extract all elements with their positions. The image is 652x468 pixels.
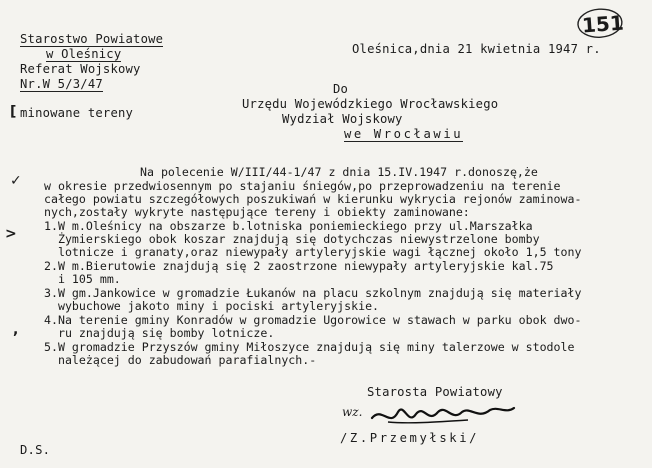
recipient-office: Urzędu Wojewódzkiego Wrocławskiego <box>242 97 499 111</box>
page-number-stamp <box>581 11 624 38</box>
signature-title: Starosta Powiatowy <box>367 385 503 399</box>
margin-tick-mark: , <box>13 322 19 338</box>
signatory-name: /Z.Przemyłski/ <box>340 431 480 445</box>
body-line: nych,zostały wykryte następujące tereny i obiekty zaminowane: <box>44 205 470 219</box>
sender-city: w Oleśnicy <box>46 47 122 61</box>
place-date: Oleśnica,dnia 21 kwietnia 1947 r. <box>352 42 601 56</box>
recipient-city: we Wrocławiu <box>344 127 464 141</box>
list-item: 1.W m.Oleśnicy na obszarze b.lotniska poniemieckiego przy ul.Marszałka <box>44 219 533 233</box>
body-line: w okresie przedwiosennym po stajaniu śniegów,po przeprowadzeniu na terenie <box>44 179 561 193</box>
body-line: Na polecenie W/III/44-1/47 z dnia 15.IV.1947 r.donoszę,że <box>140 165 538 179</box>
signature-prefix: wz. <box>342 405 363 419</box>
list-item-continued: Żymierskiego obok koszar znajdują się dotychczas niewystrzelone bomby <box>44 232 540 246</box>
sender-department: Referat Wojskowy <box>20 62 141 76</box>
recipient-department: Wydział Wojskowy <box>282 112 403 126</box>
footer-initials: D.S. <box>20 443 51 457</box>
list-item: 3.W gm.Jankowice w gromadzie Łukanów na placu szkolnym znajdują się materiały <box>44 286 582 300</box>
list-item: 2.W m.Bierutowie znajdują się 2 zaostrzone niewypały artyleryjskie kal.75 <box>44 259 554 273</box>
list-item-continued: i 105 mm. <box>44 272 121 286</box>
page-number: 151 <box>581 10 625 38</box>
body-line: całego powiatu szczegółowych poszukiwań w kierunku wykrycia rejonów zaminowa- <box>44 192 582 206</box>
list-item-continued: wybuchowe jakoto miny i pociski artyleryjskie. <box>44 299 380 313</box>
handwritten-signature <box>368 398 518 432</box>
list-item: 4.Na terenie gminy Konradów w gromadzie Ugorowice w stawach w parku obok dwo- <box>44 313 582 327</box>
sender-reference: Nr.W 5/3/47 <box>20 77 103 91</box>
list-item-continued: należącej do zabudowań parafialnych.- <box>44 353 317 367</box>
margin-check-mark: ✓ <box>10 173 22 189</box>
sender-office: Starostwo Powiatowe <box>20 32 164 46</box>
list-item-continued: ru znajdują się bomby lotnicze. <box>44 326 275 340</box>
margin-arrow-mark: > <box>5 226 17 242</box>
margin-bracket-mark: [ <box>10 104 17 120</box>
recipient-to: Do <box>333 82 349 96</box>
subject-line: minowane tereny <box>20 106 134 120</box>
list-item-continued: lotnicze i granaty,oraz niewypały artyleryjskie wagi łącznej około 1,5 tony <box>44 245 582 259</box>
list-item: 5.W gromadzie Przyszów gminy Miłoszyce znajdują się miny talerzowe w stodole <box>44 340 575 354</box>
